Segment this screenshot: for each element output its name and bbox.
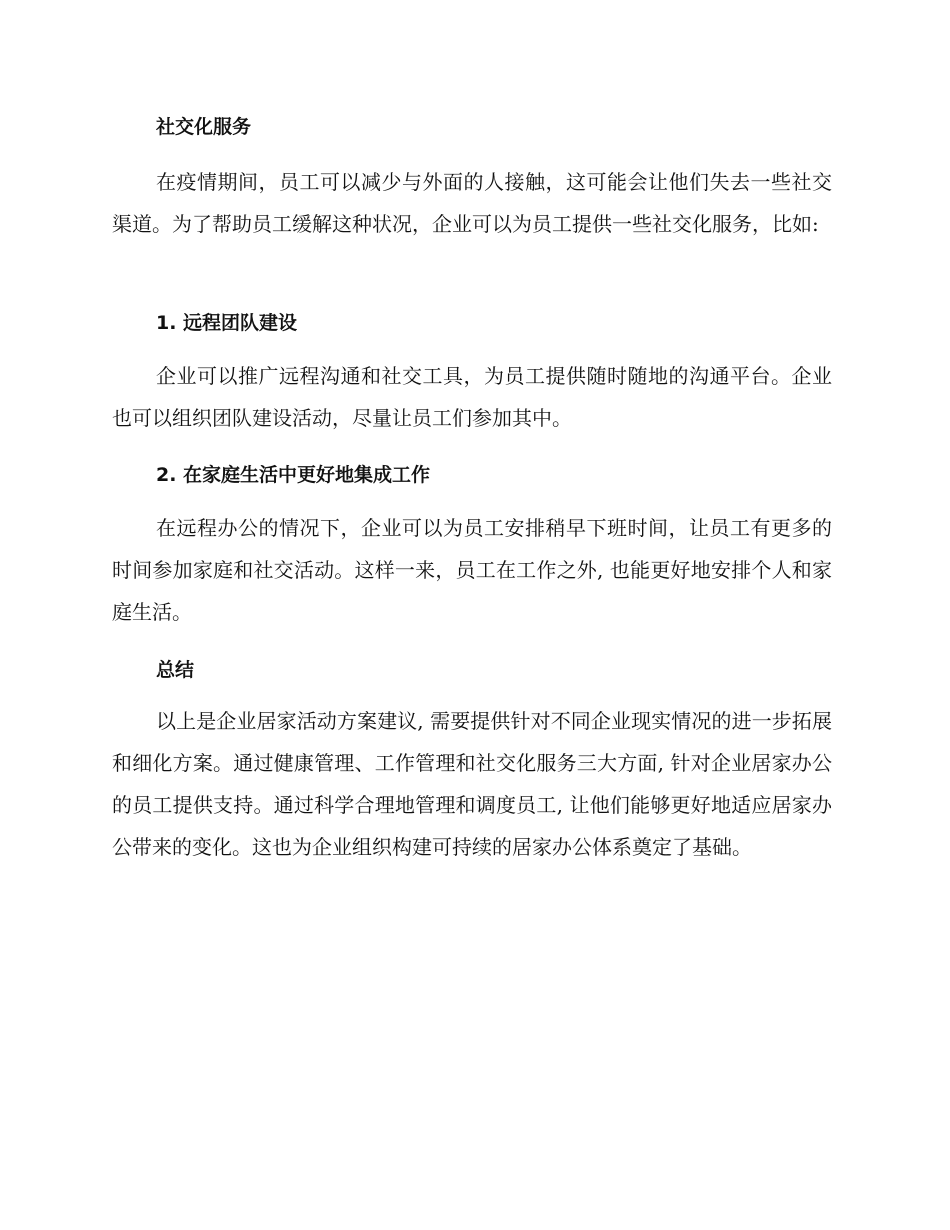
section-heading-summary: 总结 bbox=[156, 659, 195, 681]
paragraph-remote-team: 企业可以推广远程沟通和社交工具，为员工提供随时随地的沟通平台。企业也可以组织团队建设活动，尽量让员工们参加其中。 bbox=[112, 364, 832, 430]
paragraph-summary: 以上是企业居家活动方案建议, 需要提供针对不同企业现实情况的进一步拓展和细化方案。通过健康管理、工作管理和社交化服务三大方面, 针对企业居家办公的员工提供支持。通过科学合理地管理和调度员工, 让他们能够更好地适应居家办公带来的变化。这也为企业组织构建可持续的居家办公体系奠定了基础。 bbox=[112, 709, 832, 859]
subheading-family-work: 2. 在家庭生活中更好地集成工作 bbox=[156, 464, 431, 486]
paragraph-social-intro: 在疫情期间，员工可以减少与外面的人接触，这可能会让他们失去一些社交渠道。为了帮助员工缓解这种状况，企业可以为员工提供一些社交化服务，比如: bbox=[112, 170, 832, 236]
paragraph-family-work: 在远程办公的情况下，企业可以为员工安排稍早下班时间，让员工有更多的时间参加家庭和社交活动。这样一来，员工在工作之外, 也能更好地安排个人和家庭生活。 bbox=[112, 516, 832, 624]
subheading-remote-team: 1. 远程团队建设 bbox=[156, 312, 298, 334]
section-heading-social: 社交化服务 bbox=[156, 116, 252, 138]
